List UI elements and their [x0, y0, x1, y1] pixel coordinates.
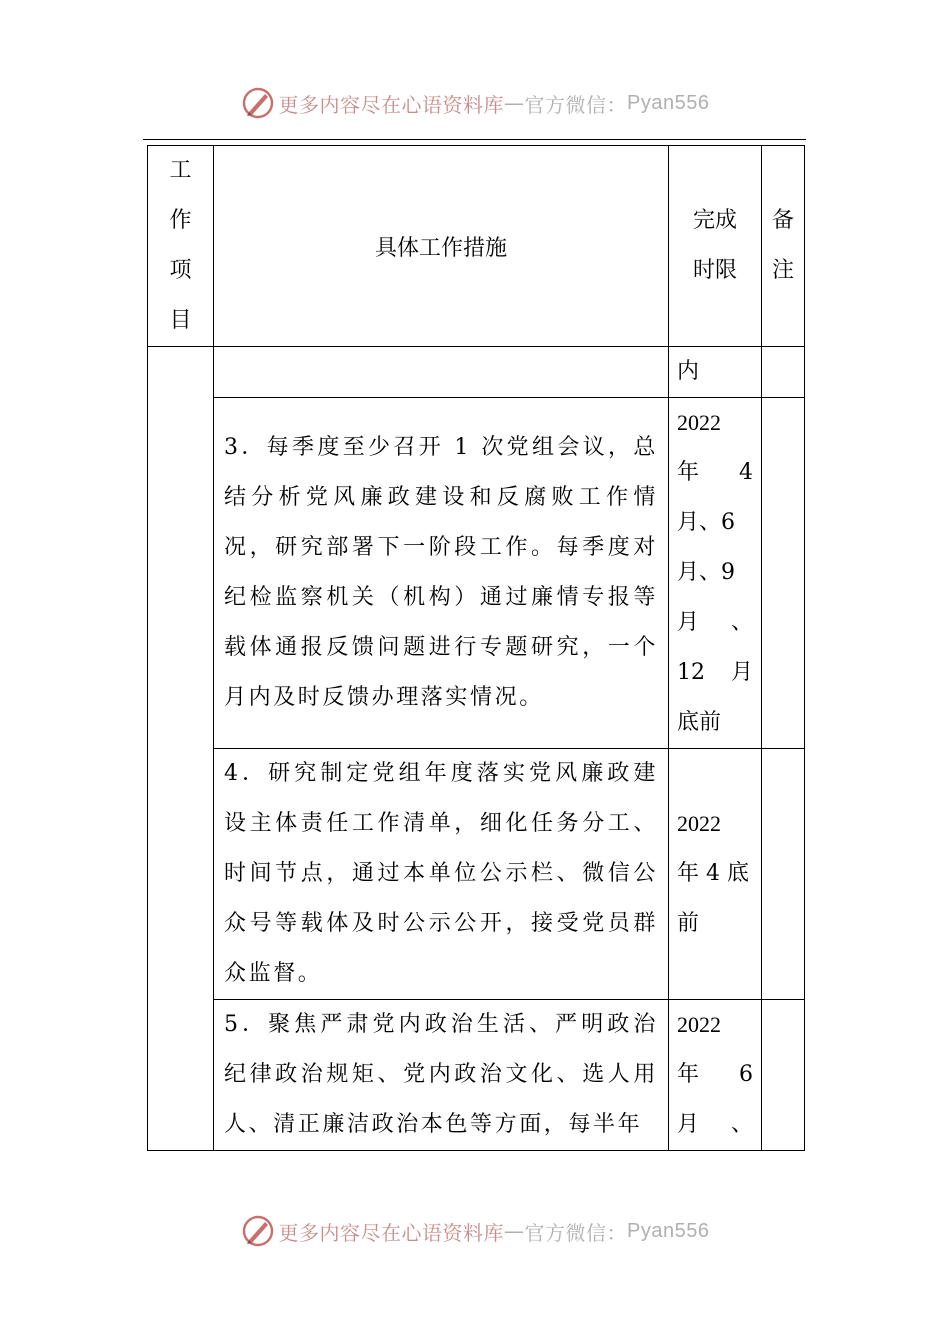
watermark-wechat-id: Pyan556 — [627, 1219, 710, 1242]
deadline-fragment: 年 — [677, 460, 700, 485]
watermark-sep: — — [504, 1219, 525, 1243]
deadline-fragment: 月、9 — [677, 560, 735, 585]
deadline-fragment: 月、6 — [677, 510, 735, 535]
work-item-cell — [148, 347, 214, 1151]
watermark-top — [0, 83, 950, 123]
remark-cell — [762, 347, 805, 398]
table-row — [148, 1000, 805, 1151]
measure-cell: 4．研究制定党组年度落实党风廉政建设主体责任工作清单，细化任务分工、时间节点，通过本单位公示栏、微信公众号等载体及时公示公开，接受党员群众监督。 — [214, 749, 669, 1000]
deadline-cell: 2022 年 4 月、6 月、9 月 、 12 月 底前 — [669, 398, 762, 749]
deadline-cell: 内 — [669, 347, 762, 398]
deadline-fragment: 、 — [730, 1112, 753, 1137]
measure-cell: 3．每季度至少召开 1 次党组会议，总结分析党风廉政建设和反腐败工作情况，研究部署下一阶段工作。每季度对纪检监察机关（机构）通过廉情专报等载体通报反馈问题进行专题研究，一个月内及时反馈办理落实情况。 — [214, 398, 669, 749]
pen-logo-icon — [241, 1214, 275, 1248]
header-rule — [143, 139, 806, 140]
table-row — [148, 347, 805, 398]
deadline-fragment: 月 — [730, 660, 753, 685]
watermark-main-text: 更多内容尽在心语资料库 — [278, 92, 505, 117]
deadline-fragment: 年 — [677, 1062, 700, 1087]
watermark-bottom — [0, 1211, 950, 1251]
pen-logo-icon — [241, 86, 275, 120]
remark-cell — [762, 749, 805, 1000]
watermark-main-text: 更多内容尽在心语资料库 — [278, 1220, 505, 1245]
header-deadline: 完成 时限 — [669, 146, 762, 347]
deadline-fragment: 月 — [677, 1112, 700, 1137]
table-row — [148, 749, 805, 1000]
work-plan-table — [147, 145, 805, 1151]
watermark-sep: — — [504, 91, 525, 115]
table-header-row — [148, 146, 805, 347]
header-work-item: 工 作 项 目 — [148, 146, 214, 347]
watermark-wechat-label: 官方微信： — [524, 92, 628, 117]
watermark-wechat-id: Pyan556 — [627, 91, 710, 114]
deadline-fragment: 月 — [677, 610, 700, 635]
watermark-wechat-label: 官方微信： — [524, 1220, 628, 1245]
deadline-cell: 2022 年 6 月 、 — [669, 1000, 762, 1151]
deadline-fragment: 6 — [739, 1062, 753, 1087]
deadline-fragment: 12 — [677, 660, 705, 685]
header-measures: 具体工作措施 — [214, 146, 669, 347]
table-row — [148, 398, 805, 749]
deadline-fragment: 4 — [739, 460, 753, 485]
deadline-fragment: 、 — [730, 610, 753, 635]
remark-cell — [762, 398, 805, 749]
header-remark: 备 注 — [762, 146, 805, 347]
deadline-cell: 2022 年 4 底 前 — [669, 749, 762, 1000]
remark-cell — [762, 1000, 805, 1151]
measure-cell — [214, 347, 669, 398]
measure-cell: 5．聚焦严肃党内政治生活、严明政治纪律政治规矩、党内政治文化、选人用人、清正廉洁政治本色等方面，每半年 — [214, 1000, 669, 1151]
